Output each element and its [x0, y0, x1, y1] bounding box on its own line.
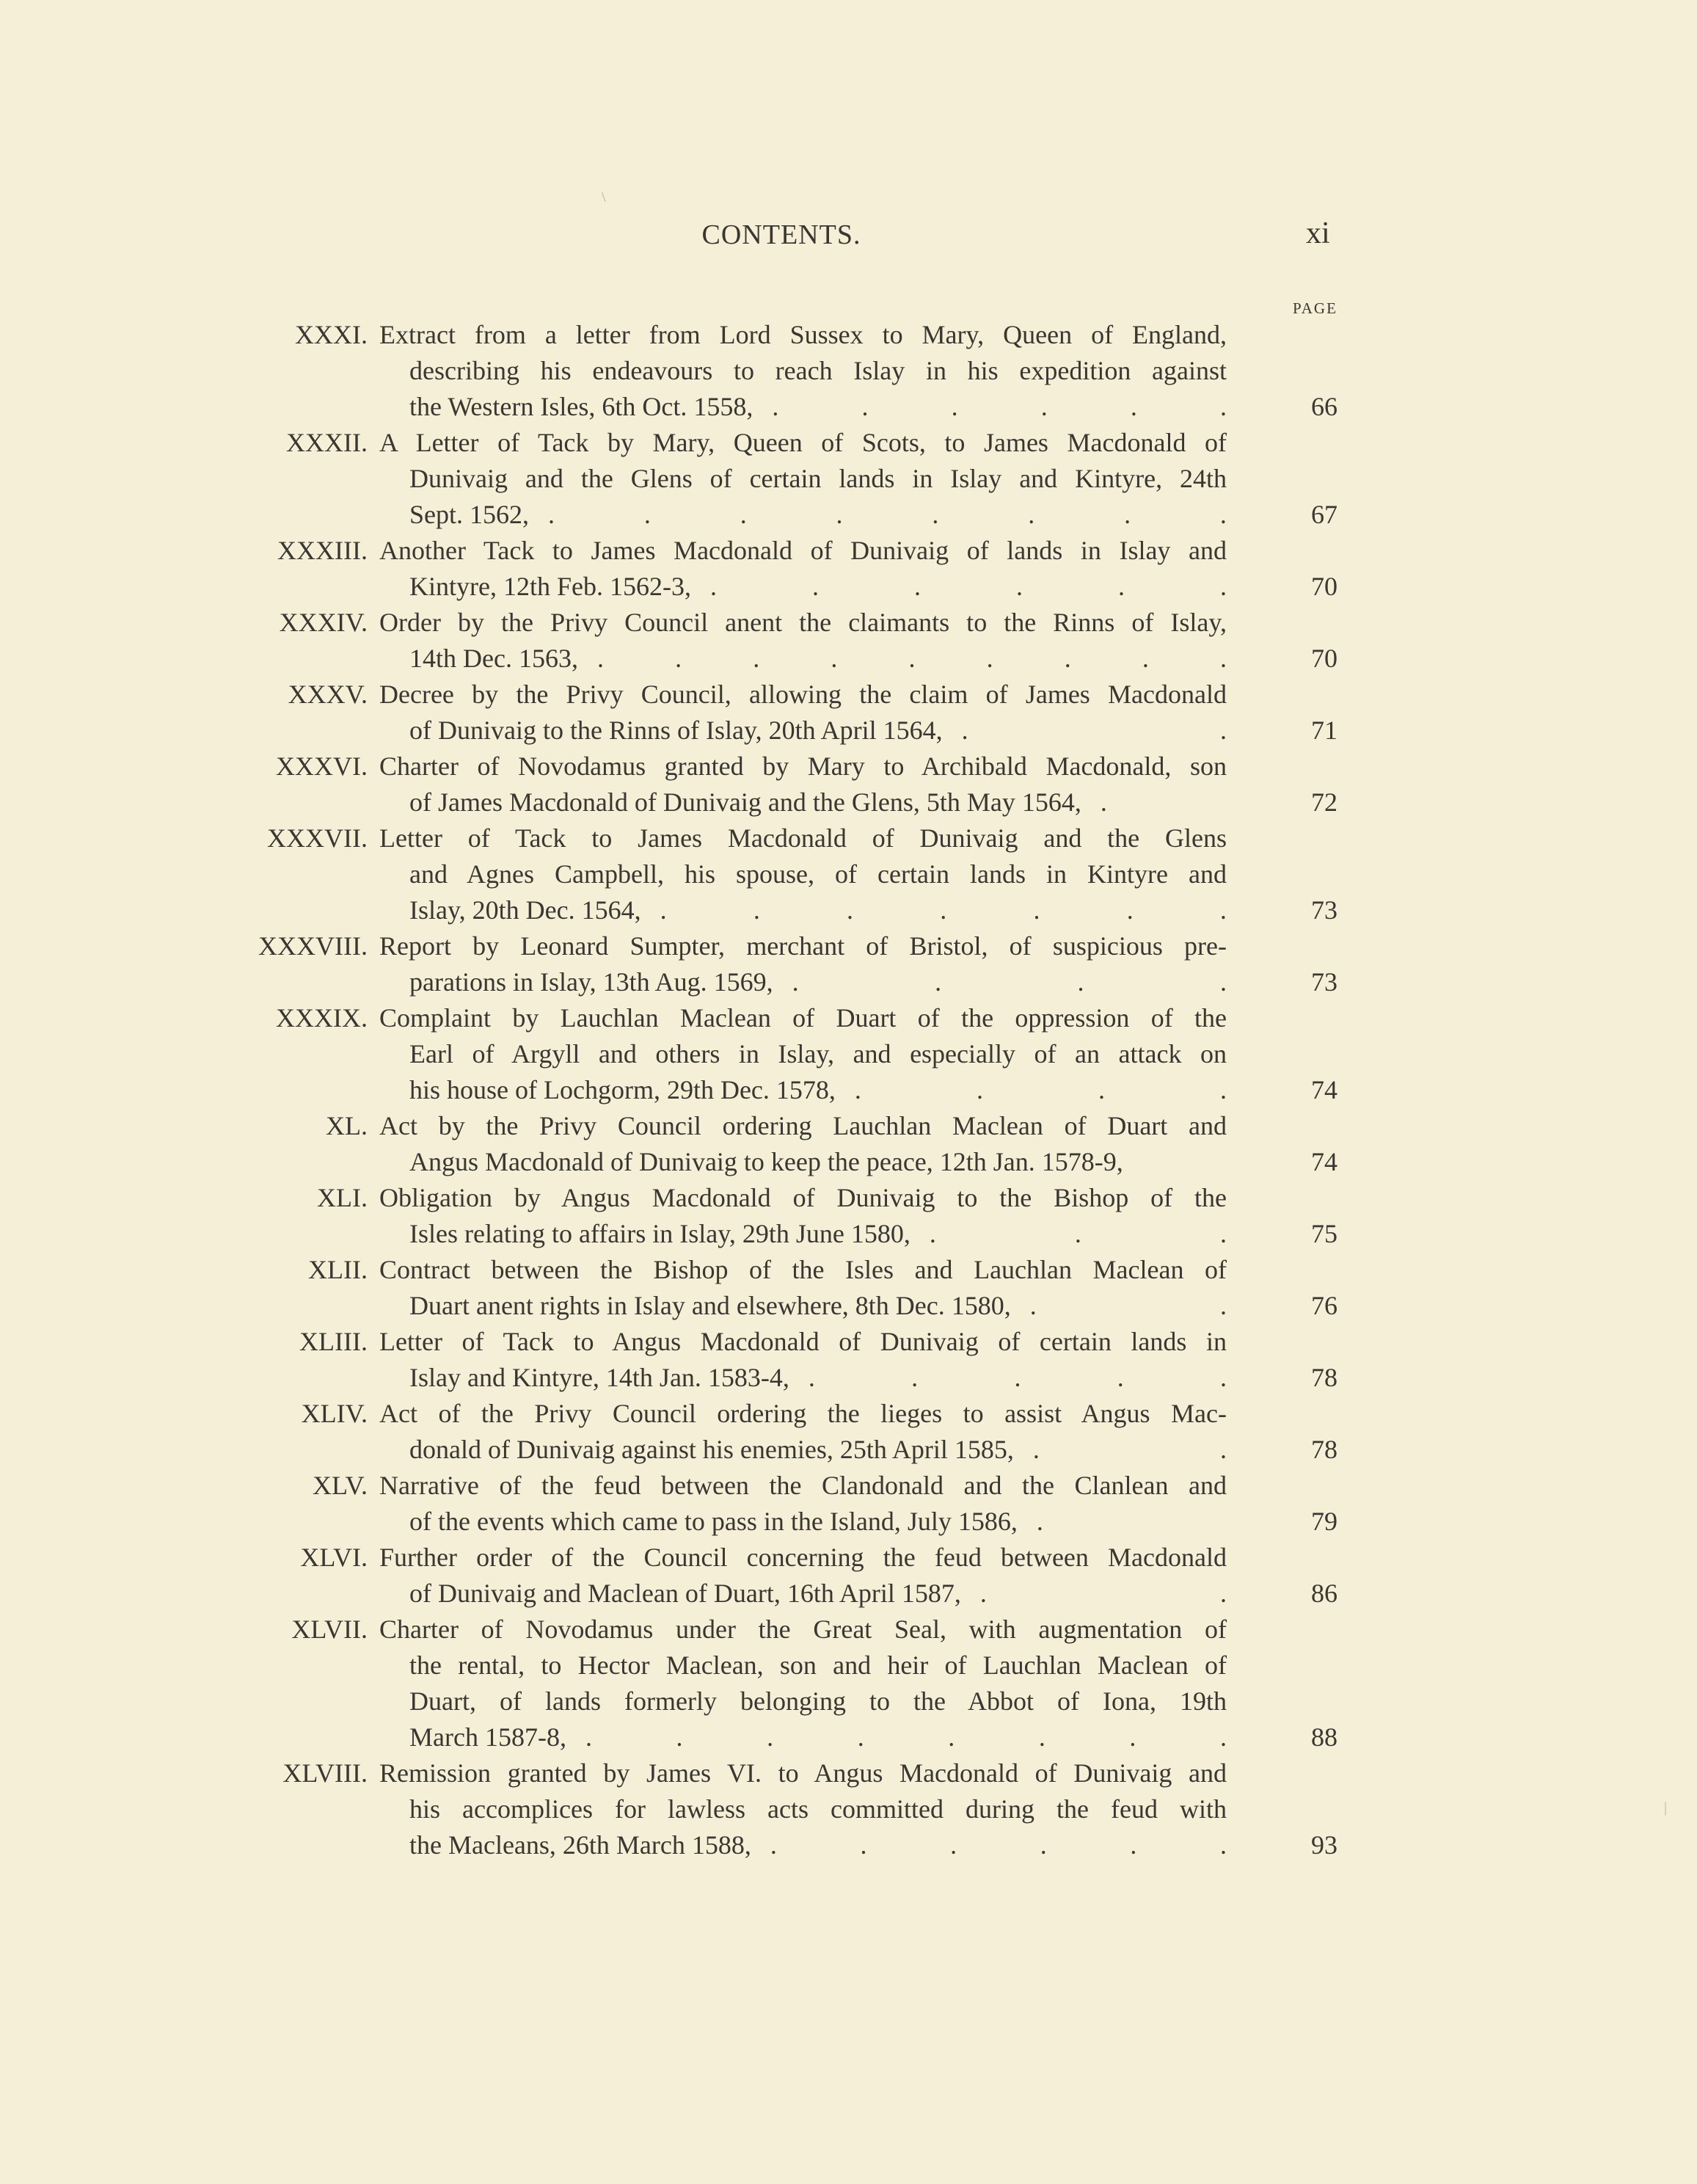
entry-numeral: XLIII.: [299, 1327, 368, 1356]
entry-description: [379, 749, 1227, 820]
entry-line: parations in Islay, 13th Aug. 1569,: [409, 967, 773, 997]
entry-numeral: XLVIII.: [282, 1758, 368, 1788]
entry-line: of James Macdonald of Dunivaig and the Glens, 5th May 1564,: [409, 787, 1081, 817]
dot-leaders: . .: [979, 1579, 1227, 1608]
entry-page-number: 79: [1311, 1507, 1337, 1536]
entry-numeral: XXXI.: [295, 320, 368, 349]
entry-numeral: XXXV.: [288, 680, 368, 709]
entry-line: Complaint by Lauchlan Maclean of Duart of the oppression of the: [379, 1003, 1227, 1033]
toc-entry: [0, 533, 1697, 605]
dot-leaders: . . . . . . .: [660, 895, 1227, 925]
dot-leaders: . .: [961, 716, 1227, 745]
entry-page-number: 74: [1311, 1147, 1337, 1176]
entry-page-number: 70: [1311, 644, 1337, 673]
entry-numeral: XXXIII.: [277, 536, 368, 565]
dot-leaders: . . .: [929, 1219, 1227, 1248]
entry-numeral: XXXIX.: [276, 1003, 368, 1033]
entry-numeral: XXXVI.: [276, 751, 368, 781]
toc-entry: [0, 317, 1697, 425]
toc-entry: [0, 1108, 1697, 1180]
entry-numeral: XLVI.: [300, 1543, 368, 1572]
entry-line: Act of the Privy Council ordering the lieges to assist Angus Mac-: [379, 1399, 1227, 1428]
entry-page-number: 67: [1311, 500, 1337, 529]
entry-line: Islay and Kintyre, 14th Jan. 1583-4,: [409, 1363, 789, 1392]
entry-line: describing his endeavours to reach Islay in his expedition against: [409, 356, 1227, 385]
entry-line: Act by the Privy Council ordering Lauchlan Maclean of Duart and: [379, 1111, 1227, 1140]
entry-line: Isles relating to affairs in Islay, 29th June 1580,: [409, 1219, 910, 1248]
toc-entry: [0, 928, 1697, 1000]
entry-line: the Macleans, 26th March 1588,: [409, 1830, 751, 1860]
entry-line: of Dunivaig and Maclean of Duart, 16th April 1587,: [409, 1579, 961, 1608]
entry-line: Letter of Tack to Angus Macdonald of Dunivaig of certain lands in: [379, 1327, 1227, 1356]
entry-page-number: 72: [1311, 787, 1337, 817]
entry-page-number: 73: [1311, 967, 1337, 997]
dot-leaders: . .: [1032, 1435, 1227, 1464]
dot-leaders: . . . . . . . .: [585, 1722, 1227, 1752]
entry-page-number: 75: [1311, 1219, 1337, 1248]
entry-line: and Agnes Campbell, his spouse, of certain lands in Kintyre and: [409, 859, 1227, 889]
dot-leaders: . . . . . .: [770, 1830, 1227, 1860]
entry-page-number: 76: [1311, 1291, 1337, 1320]
page-column-label: PAGE: [1293, 299, 1337, 317]
dot-leaders: .: [1100, 787, 1107, 817]
entry-line: Contract between the Bishop of the Isles and Lauchlan Maclean of: [379, 1255, 1227, 1284]
page-header: [0, 216, 1697, 263]
entry-page-number: 70: [1311, 572, 1337, 601]
entry-page-number: 73: [1311, 895, 1337, 925]
entry-numeral: XL.: [326, 1111, 368, 1140]
entry-line: Duart, of lands formerly belonging to the Abbot of Iona, 19th: [409, 1686, 1227, 1716]
entry-line: A Letter of Tack by Mary, Queen of Scots, to James Macdonald of: [379, 428, 1227, 457]
toc-entry: [0, 749, 1697, 820]
entry-line: March 1587-8,: [409, 1722, 566, 1752]
dot-leaders: . . . . . .: [772, 392, 1227, 421]
entry-numeral: XLVII.: [291, 1615, 368, 1644]
page-title: CONTENTS.: [701, 219, 861, 250]
entry-line: Letter of Tack to James Macdonald of Dunivaig and the Glens: [379, 823, 1227, 853]
toc-entry: [0, 1612, 1697, 1755]
entry-numeral: XXXIV.: [279, 608, 368, 637]
entry-line: Remission granted by James VI. to Angus Macdonald of Dunivaig and: [379, 1758, 1227, 1788]
entry-line: his accomplices for lawless acts committed during the feud with: [409, 1794, 1227, 1824]
toc-entry: [0, 1755, 1697, 1863]
toc-entry: [0, 1540, 1697, 1612]
entry-line: of the events which came to pass in the Island, July 1586,: [409, 1507, 1018, 1536]
toc-entry: [0, 1324, 1697, 1396]
toc-entry: [0, 605, 1697, 677]
entry-line: Report by Leonard Sumpter, merchant of Bristol, of suspicious pre-: [379, 931, 1227, 961]
entry-line: Order by the Privy Council anent the claimants to the Rinns of Islay,: [379, 608, 1227, 637]
entry-line: Extract from a letter from Lord Sussex to Mary, Queen of England,: [379, 320, 1227, 349]
toc-entry: [0, 1000, 1697, 1108]
dot-leaders: .: [1036, 1507, 1043, 1536]
entry-page-number: 66: [1311, 392, 1337, 421]
dot-leaders: . . . . . . . .: [548, 500, 1227, 529]
toc-entry: [0, 820, 1697, 928]
entry-numeral: XXXVIII.: [258, 931, 368, 961]
entry-description: [379, 1108, 1227, 1180]
entry-line: Obligation by Angus Macdonald of Dunivaig to the Bishop of the: [379, 1183, 1227, 1212]
dot-leaders: . . . . . .: [709, 572, 1227, 601]
entry-numeral: XLIV.: [301, 1399, 368, 1428]
dot-leaders: . .: [1029, 1291, 1227, 1320]
toc-entry: [0, 1396, 1697, 1468]
toc-entry: [0, 1252, 1697, 1324]
entry-page-number: 86: [1311, 1579, 1337, 1608]
entry-line: Sept. 1562,: [409, 500, 530, 529]
entry-line: Decree by the Privy Council, allowing the claim of James Macdonald: [379, 680, 1227, 709]
dot-leaders: . . . .: [854, 1075, 1227, 1104]
toc-entry: [0, 1180, 1697, 1252]
toc-entry: [0, 425, 1697, 533]
dot-leaders: . . . . .: [808, 1363, 1227, 1392]
entry-line: Another Tack to James Macdonald of Dunivaig of lands in Islay and: [379, 536, 1227, 565]
entry-numeral: XXXII.: [286, 428, 368, 457]
table-of-contents: [0, 317, 1697, 1863]
entry-numeral: XLV.: [312, 1471, 368, 1500]
entry-line: donald of Dunivaig against his enemies, 25th April 1585,: [409, 1435, 1014, 1464]
entry-line: Charter of Novodamus under the Great Seal, with augmentation of: [379, 1615, 1227, 1644]
entry-page-number: 93: [1311, 1830, 1337, 1860]
page-number: xi: [1306, 216, 1330, 250]
entry-line: Earl of Argyll and others in Islay, and especially of an attack on: [409, 1039, 1227, 1069]
entry-line: Charter of Novodamus granted by Mary to Archibald Macdonald, son: [379, 751, 1227, 781]
dot-leaders: . . . .: [792, 967, 1227, 997]
entry-line: his house of Lochgorm, 29th Dec. 1578,: [409, 1075, 836, 1104]
entry-page-number: 88: [1311, 1722, 1337, 1752]
toc-entry: [0, 1468, 1697, 1540]
entry-line: Further order of the Council concerning the feud between Macdonald: [379, 1543, 1227, 1572]
entry-line: the Western Isles, 6th Oct. 1558,: [409, 392, 753, 421]
entry-numeral: XLI.: [317, 1183, 368, 1212]
entry-line: Narrative of the feud between the Clandonald and the Clanlean and: [379, 1471, 1227, 1500]
dot-leaders: . . . . . . . . .: [596, 644, 1227, 673]
entry-line: Kintyre, 12th Feb. 1562-3,: [409, 572, 691, 601]
stray-mark: |: [1664, 1799, 1668, 1816]
entry-line: Dunivaig and the Glens of certain lands in Islay and Kintyre, 24th: [409, 464, 1227, 493]
entry-line: 14th Dec. 1563,: [409, 644, 578, 673]
entry-page-number: 74: [1311, 1075, 1337, 1104]
entry-page-number: 78: [1311, 1435, 1337, 1464]
entry-line: Islay, 20th Dec. 1564,: [409, 895, 641, 925]
entry-line: Duart anent rights in Islay and elsewhere, 8th Dec. 1580,: [409, 1291, 1011, 1320]
entry-numeral: XLII.: [308, 1255, 368, 1284]
entry-page-number: 78: [1311, 1363, 1337, 1392]
stray-mark: \: [602, 189, 606, 205]
entry-page-number: 71: [1311, 716, 1337, 745]
toc-entry: [0, 677, 1697, 749]
entry-numeral: XXXVII.: [267, 823, 368, 853]
entry-line: Angus Macdonald of Dunivaig to keep the peace, 12th Jan. 1578-9,: [409, 1147, 1123, 1176]
entry-line: of Dunivaig to the Rinns of Islay, 20th April 1564,: [409, 716, 943, 745]
entry-line: the rental, to Hector Maclean, son and heir of Lauchlan Maclean of: [409, 1650, 1227, 1680]
